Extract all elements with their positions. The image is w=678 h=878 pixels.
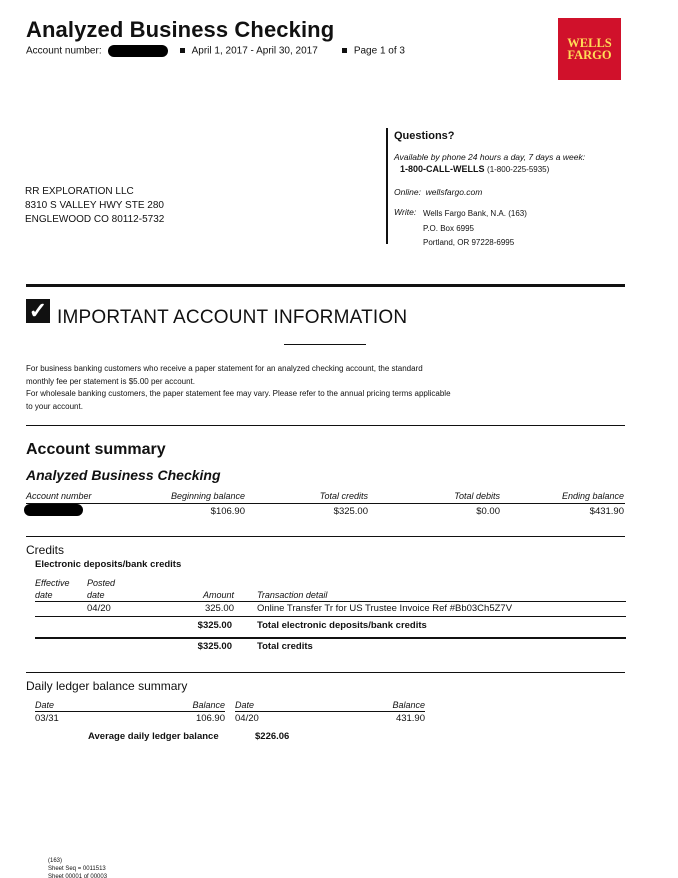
col-effective-date bbox=[35, 577, 70, 601]
col-total-credits: Total credits bbox=[319, 491, 368, 501]
credits-row-rule bbox=[35, 616, 626, 617]
total-credits-label: Total credits bbox=[257, 641, 313, 652]
section-divider bbox=[26, 425, 625, 426]
customer-address bbox=[25, 185, 164, 227]
footer-code: (163) bbox=[48, 858, 63, 864]
online-link[interactable]: wellsfargo.com bbox=[425, 187, 483, 197]
questions-title: Questions? bbox=[394, 130, 455, 142]
section-divider bbox=[26, 284, 625, 287]
summary-header-rule bbox=[26, 503, 625, 504]
customer-name: RR EXPLORATION LLC bbox=[25, 186, 134, 197]
important-heading: IMPORTANT ACCOUNT INFORMATION bbox=[57, 307, 408, 328]
total-credits-amount: $325.00 bbox=[197, 641, 232, 652]
average-balance-value: $226.06 bbox=[255, 731, 290, 742]
logo-line-1: WELLS bbox=[567, 36, 612, 50]
col-balance: Balance bbox=[392, 700, 425, 710]
statement-period: April 1, 2017 - April 30, 2017 bbox=[191, 45, 318, 57]
write-address bbox=[423, 207, 527, 251]
section-divider bbox=[26, 536, 625, 537]
important-notice bbox=[26, 363, 496, 413]
col-total-debits: Total debits bbox=[454, 491, 500, 501]
col-posted-date-line-1: Posted bbox=[87, 578, 116, 588]
daily-ledger-heading: Daily ledger balance summary bbox=[26, 679, 188, 693]
credit-transaction-detail: Online Transfer Tr for US Trustee Invoice Ref #Bb03Ch5Z7V bbox=[257, 603, 513, 614]
total-debits-value: $0.00 bbox=[476, 506, 500, 517]
write-line-3: Portland, OR 97228-6995 bbox=[423, 238, 515, 247]
wells-fargo-logo bbox=[558, 18, 621, 80]
col-balance: Balance bbox=[192, 700, 225, 710]
questions-availability: Available by phone 24 hours a day, 7 days a week: bbox=[394, 152, 586, 162]
phone-number-alt: (1-800-225-5935) bbox=[487, 165, 550, 174]
electronic-deposits-heading: Electronic deposits/bank credits bbox=[35, 559, 182, 570]
col-effective-date-line-1: Effective bbox=[35, 578, 70, 588]
account-summary-heading: Account summary bbox=[26, 441, 166, 458]
write-line-2: P.O. Box 6995 bbox=[423, 223, 474, 233]
average-balance-label: Average daily ledger balance bbox=[88, 731, 219, 742]
col-posted-date-line-2: date bbox=[87, 590, 105, 600]
phone-number: 1-800-CALL-WELLS bbox=[400, 164, 485, 174]
col-account-number: Account number bbox=[26, 491, 92, 501]
credits-header-rule bbox=[35, 601, 626, 602]
checkbox-checked-icon: ✓ bbox=[26, 299, 50, 323]
footer-sheet-count: Sheet 00001 of 00003 bbox=[48, 874, 108, 878]
col-date: Date bbox=[235, 700, 255, 710]
heading-underline bbox=[284, 344, 366, 345]
col-transaction-detail: Transaction detail bbox=[257, 590, 328, 600]
account-number-label: Account number: bbox=[26, 45, 102, 57]
credits-subtotal-rule bbox=[35, 637, 626, 639]
questions-online bbox=[394, 187, 482, 197]
col-date: Date bbox=[35, 700, 55, 710]
notice-line: monthly fee per statement is $5.00 per account. bbox=[26, 376, 195, 386]
bullet-icon bbox=[180, 48, 185, 53]
notice-line: For wholesale banking customers, the paper statement fee may vary. Please refer to the annual pricing terms applicable bbox=[26, 389, 451, 398]
col-amount: Amount bbox=[202, 590, 234, 600]
section-divider bbox=[26, 672, 625, 673]
daily-date: 04/20 bbox=[235, 713, 259, 724]
daily-header-rule bbox=[235, 711, 425, 712]
questions-divider bbox=[386, 128, 388, 244]
write-line-1: Wells Fargo Bank, N.A. (163) bbox=[423, 209, 527, 218]
col-beginning-balance: Beginning balance bbox=[170, 491, 245, 501]
statement-title: Analyzed Business Checking bbox=[26, 17, 335, 42]
daily-balance: 106.90 bbox=[195, 713, 225, 724]
redacted-account-number bbox=[24, 504, 83, 516]
redacted-account-number bbox=[108, 45, 168, 57]
logo-line-2: FARGO bbox=[567, 48, 612, 62]
footer-sheet-seq: Sheet Seq = 0011513 bbox=[48, 866, 106, 872]
page-indicator: Page 1 of 3 bbox=[353, 45, 405, 57]
write-label: Write: bbox=[394, 207, 417, 217]
account-type-heading: Analyzed Business Checking bbox=[26, 467, 221, 483]
col-ending-balance: Ending balance bbox=[561, 491, 624, 501]
credit-posted-date: 04/20 bbox=[87, 603, 111, 614]
account-line bbox=[26, 45, 405, 57]
ending-balance-value: $431.90 bbox=[589, 506, 624, 517]
subtotal-amount: $325.00 bbox=[197, 620, 232, 631]
questions-phone bbox=[400, 164, 549, 174]
customer-address-line-2: ENGLEWOOD CO 80112-5732 bbox=[25, 214, 165, 225]
daily-date: 03/31 bbox=[35, 713, 59, 724]
daily-balance: 431.90 bbox=[395, 713, 425, 724]
total-credits-value: $325.00 bbox=[333, 506, 368, 517]
credit-amount: 325.00 bbox=[204, 603, 234, 614]
customer-address-line-1: 8310 S VALLEY HWY STE 280 bbox=[25, 200, 164, 211]
daily-header-rule bbox=[35, 711, 225, 712]
col-posted-date bbox=[87, 577, 115, 601]
subtotal-label: Total electronic deposits/bank credits bbox=[257, 620, 427, 631]
beginning-balance-value: $106.90 bbox=[210, 506, 245, 517]
col-effective-date-line-2: date bbox=[35, 590, 53, 600]
bullet-icon bbox=[342, 48, 347, 53]
credits-heading: Credits bbox=[26, 543, 65, 557]
notice-line: For business banking customers who receive a paper statement for an analyzed checking account, the standard bbox=[26, 364, 423, 373]
online-label: Online: bbox=[394, 187, 421, 197]
notice-line: to your account. bbox=[26, 401, 83, 411]
